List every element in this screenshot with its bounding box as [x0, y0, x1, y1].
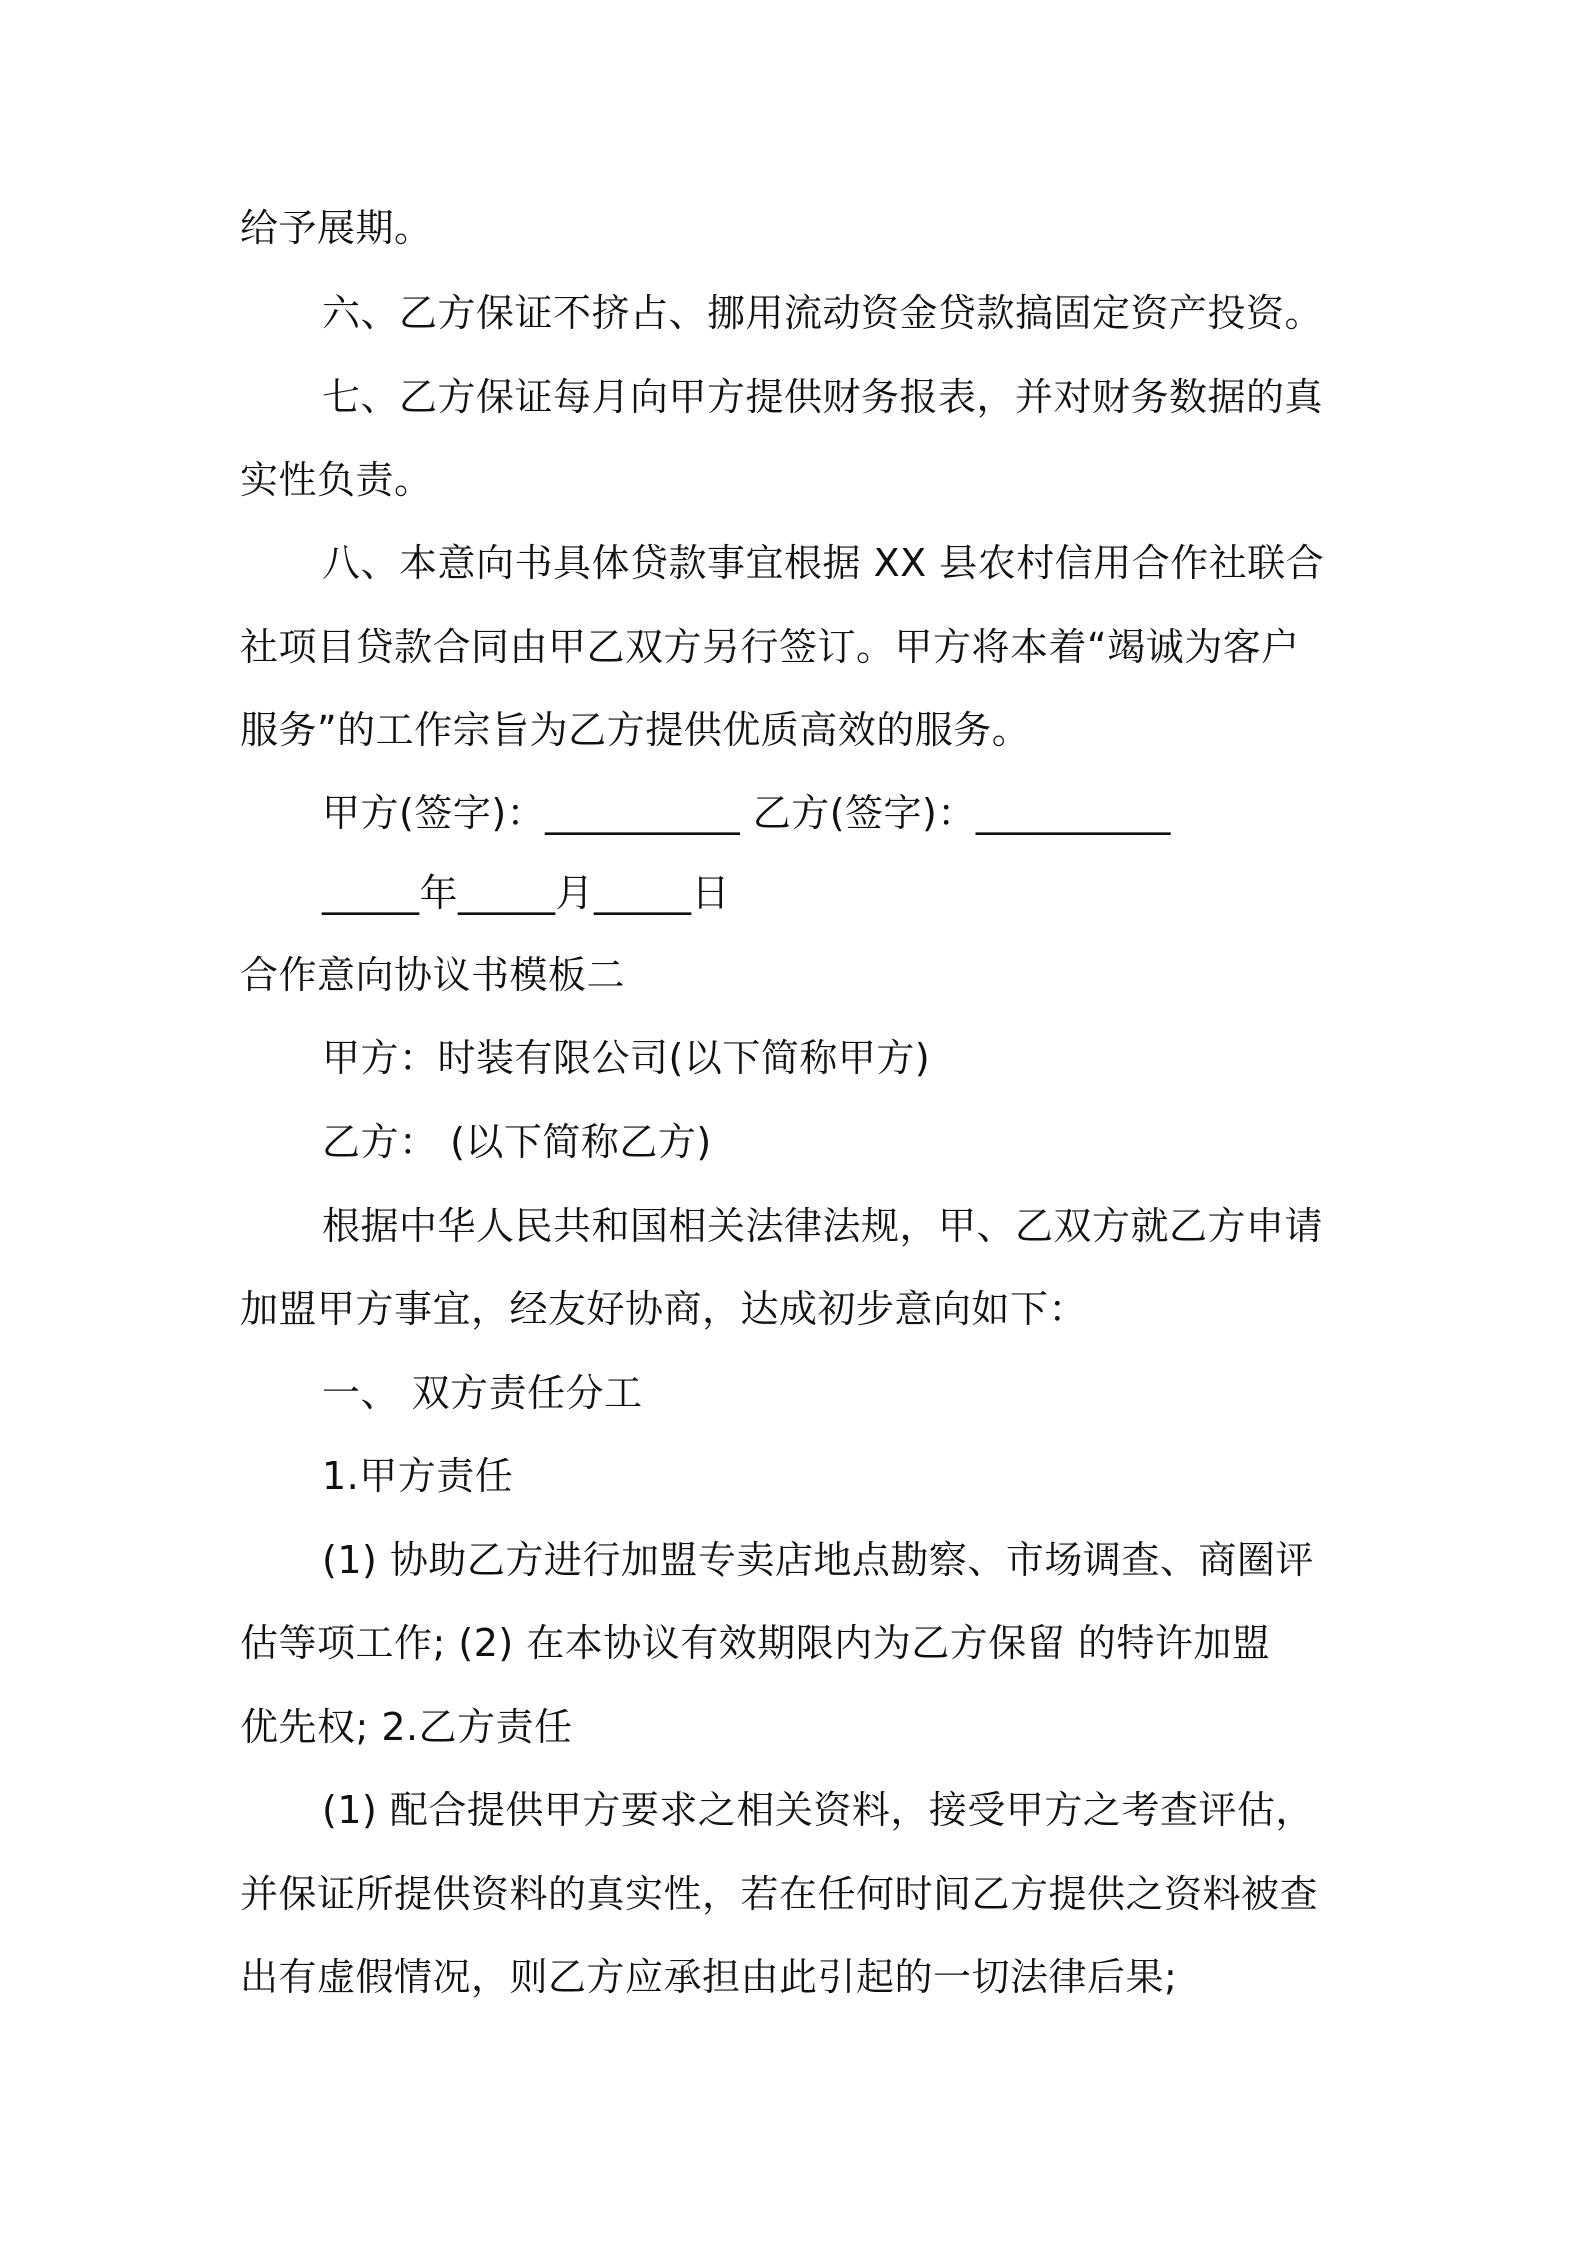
section-heading: 合作意向协议书模板二 — [240, 953, 626, 997]
text-line: 估等项工作; (2) 在本协议有效期限内为乙方保留 的特许加盟 — [240, 1621, 1271, 1665]
text-line: 根据中华人民共和国相关法律法规，甲、乙双方就乙方申请 — [322, 1204, 1324, 1248]
text-line: 优先权; 2.乙方责任 — [240, 1705, 573, 1749]
party-a: 甲方：时装有限公司(以下简称甲方) — [322, 1036, 931, 1080]
party-b: 乙方： (以下简称乙方) — [322, 1120, 712, 1164]
subsection-heading: 1.甲方责任 — [322, 1454, 514, 1498]
date-line: _____年_____月_____日 — [322, 871, 731, 915]
text-line: 加盟甲方事宜，经友好协商，达成初步意向如下： — [240, 1287, 1088, 1331]
text-line: (1) 协助乙方进行加盟专卖店地点勘察、市场调查、商圈评 — [322, 1538, 1314, 1582]
text-line: 并保证所提供资料的真实性，若在任何时间乙方提供之资料被查 — [240, 1872, 1319, 1916]
text-line: 服务”的工作宗旨为乙方提供优质高效的服务。 — [240, 708, 1031, 752]
clause-six: 六、乙方保证不挤占、挪用流动资金贷款搞固定资产投资。 — [322, 291, 1324, 335]
signature-line: 甲方(签字)：__________ 乙方(签字)：__________ — [322, 791, 1171, 835]
clause-seven: 七、乙方保证每月向甲方提供财务报表，并对财务数据的真 — [322, 375, 1324, 419]
text-line: 给予展期。 — [240, 206, 433, 250]
clause-eight: 八、本意向书具体贷款事宜根据 XX 县农村信用合作社联合 — [322, 541, 1325, 585]
text-line: 实性负责。 — [240, 458, 433, 502]
text-line: 出有虚假情况，则乙方应承担由此引起的一切法律后果; — [240, 1955, 1178, 1999]
text-line: 社项目贷款合同由甲乙双方另行签订。甲方将本着“竭诚为客户 — [240, 625, 1300, 669]
text-line: (1) 配合提供甲方要求之相关资料，接受甲方之考查评估， — [322, 1788, 1314, 1832]
subsection-heading: 一、 双方责任分工 — [322, 1371, 643, 1415]
